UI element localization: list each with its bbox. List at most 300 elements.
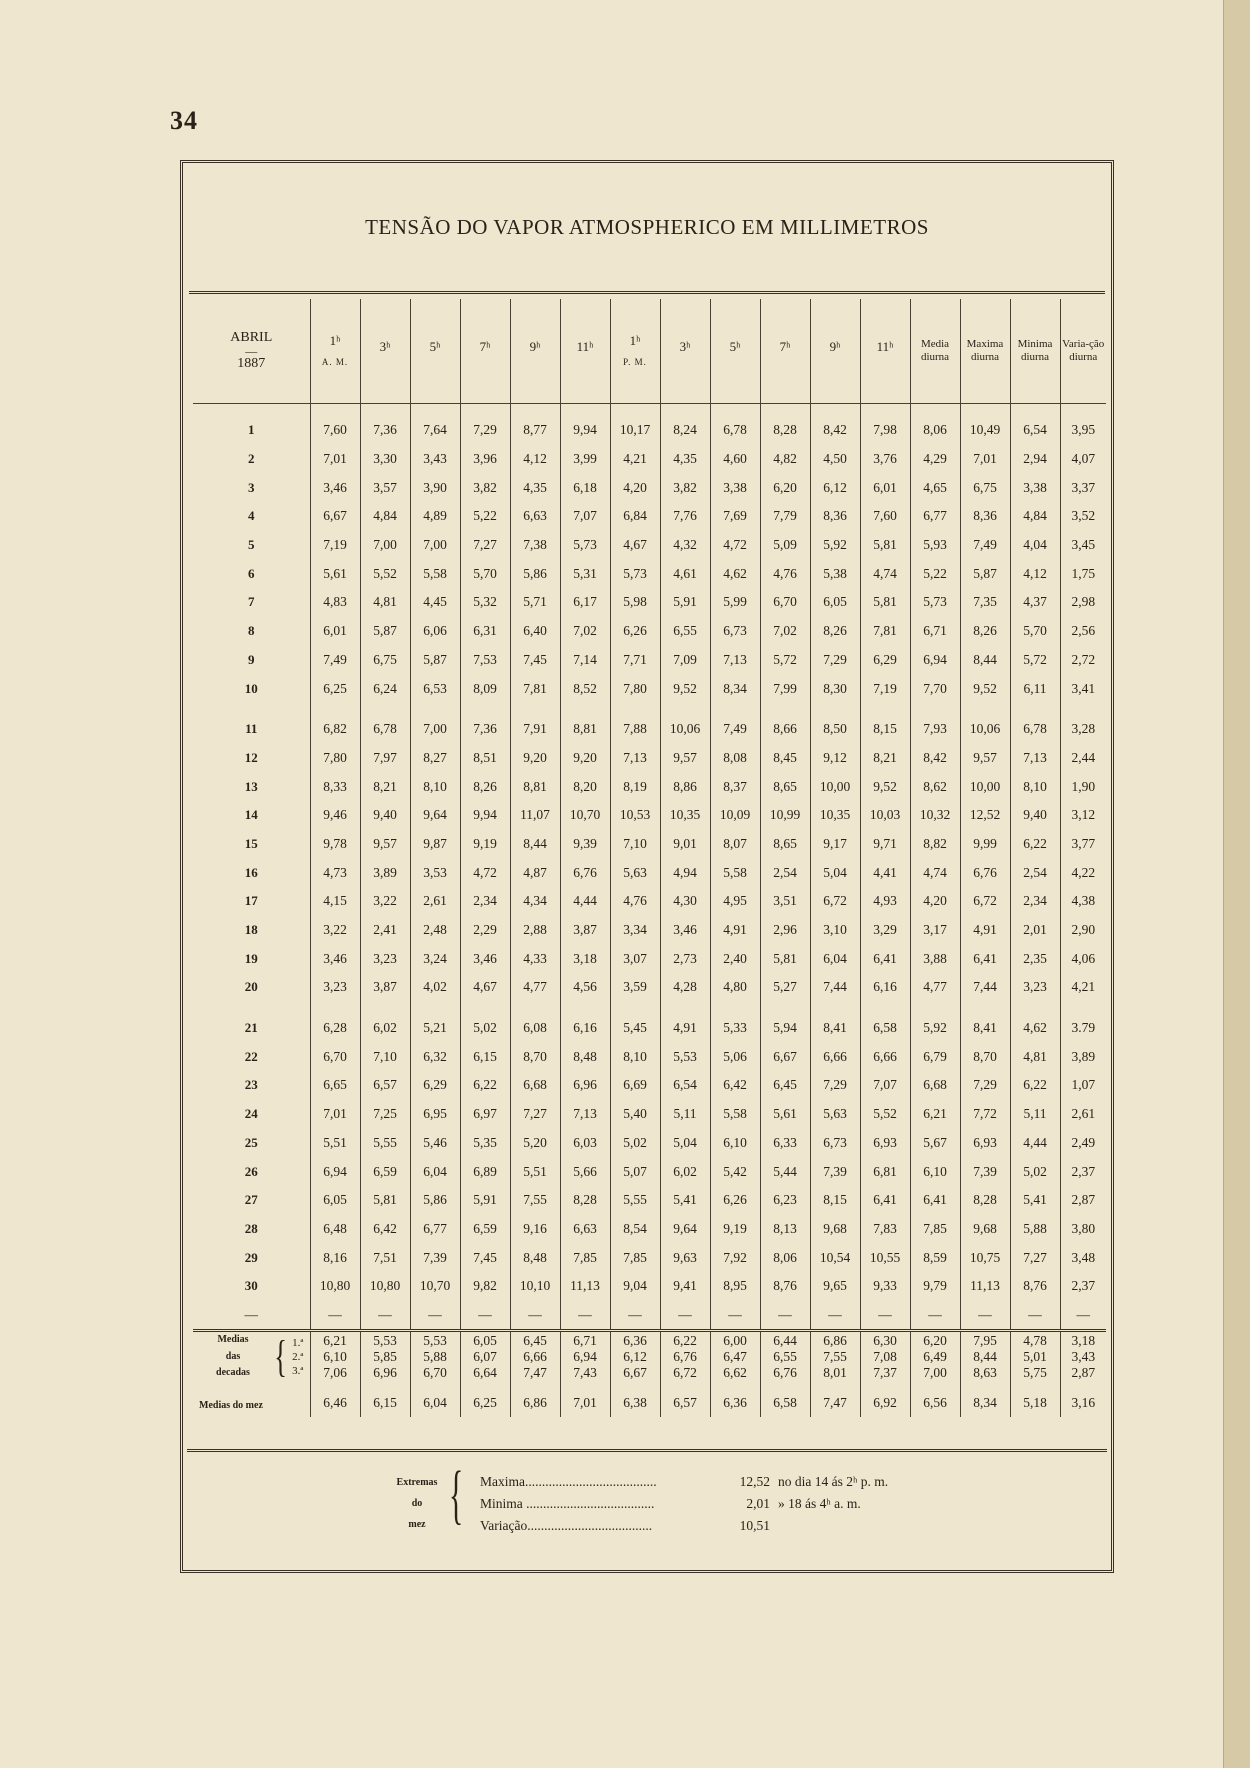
table-row [193,1186,1106,1215]
value-cell: 6,59 [360,1157,410,1186]
value-cell: 10,75 [960,1243,1010,1272]
month-mean-value: 6,56 [910,1382,960,1417]
value-cell: 9,12 [810,744,860,773]
value-cell: 6,76 [560,858,610,887]
media-diurna-header: Media diurna [910,299,960,404]
value-cell: 7,01 [310,1100,360,1129]
decade-mean-value: 6,76 [773,1365,797,1381]
value-cell: 8,33 [310,772,360,801]
value-cell: 8,86 [660,772,710,801]
value-cell: 4,44 [560,887,610,916]
value-cell: 6,26 [710,1186,760,1215]
day-cell: 6 [248,565,255,581]
value-cell: 8,50 [810,703,860,744]
month-mean-value: 6,04 [410,1382,460,1417]
value-cell: 5,11 [660,1100,710,1129]
value-cell: 3,46 [660,916,710,945]
hour-label: 1ʰ [329,333,341,349]
value-cell: 7,10 [610,830,660,859]
value-cell: 7,07 [560,502,610,531]
value-cell: 6,05 [810,588,860,617]
value-cell: 6,42 [710,1071,760,1100]
month-extremes [187,1449,1107,1566]
value-cell: 3.79 [1060,1002,1106,1043]
dash-cell: — [460,1301,510,1331]
value-cell: 9,04 [610,1272,660,1301]
value-cell: 4,95 [710,887,760,916]
dash-cell: — [610,1301,660,1331]
value-cell: 5,41 [660,1186,710,1215]
month-mean-value: 7,01 [560,1382,610,1417]
value-cell: 5,51 [510,1157,560,1186]
value-cell: 2,34 [460,887,510,916]
value-cell: 5,70 [460,559,510,588]
value-cell: 5,20 [510,1129,560,1158]
value-cell: 5,61 [760,1100,810,1129]
value-cell: 7,81 [510,674,560,703]
value-cell: 6,78 [710,404,760,445]
decade-means-cell [660,1331,710,1382]
value-cell: 6,23 [760,1186,810,1215]
value-cell: 7,00 [410,531,460,560]
month-mean-value: 6,92 [860,1382,910,1417]
table-row [193,744,1106,773]
day-cell: 10 [244,680,258,696]
decade-mean-value: 7,37 [873,1365,897,1381]
decade-mean-value: 6,96 [373,1365,397,1381]
value-cell: 11,13 [560,1272,610,1301]
value-cell: 3,52 [1060,502,1106,531]
decade-mean-value: 6,36 [623,1332,647,1348]
value-cell: 4,76 [760,559,810,588]
value-cell: 8,66 [760,703,810,744]
dash-cell: — [310,1301,360,1331]
month-label: ABRIL [230,329,273,345]
value-cell: 8,52 [560,674,610,703]
value-cell: 8,95 [710,1272,760,1301]
value-cell: 9,64 [660,1215,710,1244]
month-mean-value: 3,16 [1060,1382,1106,1417]
value-cell: 6,22 [460,1071,510,1100]
decade-mean-value: 8,63 [973,1365,997,1381]
value-cell: 4,84 [360,502,410,531]
value-cell: 7,45 [460,1243,510,1272]
decade-label-mid: das [225,1350,241,1362]
value-cell: 3,89 [1060,1042,1106,1071]
month-mean-value: 5,18 [1010,1382,1060,1417]
value-cell: 10,49 [960,404,1010,445]
value-cell: 9,79 [910,1272,960,1301]
month-mean-value: 6,25 [460,1382,510,1417]
value-cell: 2,72 [1060,646,1106,675]
hour-label: 9ʰ [529,338,541,354]
value-cell: 3,88 [910,944,960,973]
month-mean-value: 8,34 [960,1382,1010,1417]
value-cell: 6,77 [410,1215,460,1244]
value-cell: 5,81 [860,588,910,617]
value-cell: 3,95 [1060,404,1106,445]
extreme-row [480,1493,888,1515]
value-cell: 6,24 [360,674,410,703]
value-cell: 2,98 [1060,588,1106,617]
value-cell: 4,91 [660,1002,710,1043]
value-cell: 5,58 [710,858,760,887]
value-cell: 9,71 [860,830,910,859]
value-cell: 8,44 [510,830,560,859]
decade-means-row [193,1331,1106,1382]
decade-means-cell [960,1331,1010,1382]
value-cell: 6,77 [910,502,960,531]
decade-mean-value: 6,76 [673,1348,697,1364]
value-cell: 4,30 [660,887,710,916]
value-cell: 5,27 [760,973,810,1002]
value-cell: 4,65 [910,473,960,502]
hour-label: 7ʰ [779,338,791,354]
value-cell: 7,01 [310,445,360,474]
decade-mean-value: 6,22 [673,1332,697,1348]
value-cell: 6,94 [910,646,960,675]
day-cell: 29 [244,1249,258,1265]
value-cell: 4,41 [860,858,910,887]
value-cell: 6,69 [610,1071,660,1100]
value-cell: 4,32 [660,531,710,560]
value-cell: 2,35 [1010,944,1060,973]
value-cell: 5,87 [410,646,460,675]
value-cell: 9,64 [410,801,460,830]
value-cell: 7,39 [410,1243,460,1272]
table-row [193,944,1106,973]
value-cell: 7,14 [560,646,610,675]
value-cell: 8,41 [810,1002,860,1043]
value-cell: 6,25 [310,674,360,703]
value-cell: 6,10 [910,1157,960,1186]
value-cell: 10,70 [410,1272,460,1301]
decade-mean-value: 6,72 [673,1365,697,1381]
day-cell: 15 [244,835,258,851]
dash-cell: — [244,1306,258,1322]
value-cell: 2,56 [1060,617,1106,646]
vapor-tension-table [193,299,1106,1417]
value-cell: 5,67 [910,1129,960,1158]
value-cell: 7,10 [360,1042,410,1071]
hour-header [610,299,660,404]
value-cell: 12,52 [960,801,1010,830]
decade-means-cell [310,1331,360,1382]
decade-means-cell [710,1331,760,1382]
value-cell: 2,29 [460,916,510,945]
value-cell: 3,57 [360,473,410,502]
value-cell: 3,46 [310,473,360,502]
value-cell: 3,38 [1010,473,1060,502]
value-cell: 5,71 [510,588,560,617]
year-label: 1887 [237,356,266,372]
value-cell: 8,08 [710,744,760,773]
value-cell: 8,24 [660,404,710,445]
value-cell: 3,38 [710,473,760,502]
value-cell: 5,55 [610,1186,660,1215]
value-cell: 7,19 [860,674,910,703]
hour-label: 7ʰ [479,338,491,354]
month-means-label: Medias do mez [199,1399,263,1411]
value-cell: 3,10 [810,916,860,945]
decade-means-cell [410,1331,460,1382]
value-cell: 3,17 [910,916,960,945]
value-cell: 7,53 [460,646,510,675]
value-cell: 6,21 [910,1100,960,1129]
value-cell: 8,81 [510,772,560,801]
value-cell: 5,72 [760,646,810,675]
value-cell: 6,16 [560,1002,610,1043]
value-cell: 11,13 [960,1272,1010,1301]
day-cell: 20 [244,979,258,995]
table-title: TENSÃO DO VAPOR ATMOSPHERICO EM MILLIMETROS [365,215,929,239]
hour-label: 5ʰ [729,338,741,354]
hour-label: 11ʰ [576,338,594,354]
value-cell: 4,91 [710,916,760,945]
value-cell: 3,37 [1060,473,1106,502]
value-cell: 3,23 [310,973,360,1002]
decade-mean-value: 5,85 [373,1348,397,1364]
day-cell: 9 [248,651,255,667]
value-cell: 4,80 [710,973,760,1002]
value-cell: 8,13 [760,1215,810,1244]
value-cell: 2,41 [360,916,410,945]
value-cell: 5,91 [460,1186,510,1215]
hour-label: 1ʰ [629,333,641,349]
table-body [193,404,1106,1417]
value-cell: 7,45 [510,646,560,675]
value-cell: 5,86 [410,1186,460,1215]
value-cell: 10,35 [660,801,710,830]
month-mean-value: 6,38 [610,1382,660,1417]
value-cell: 5,92 [810,531,860,560]
value-cell: 3,30 [360,445,410,474]
value-cell: 11,07 [510,801,560,830]
table-row [193,559,1106,588]
value-cell: 5,09 [760,531,810,560]
value-cell: 4,33 [510,944,560,973]
value-cell: 6,29 [410,1071,460,1100]
month-mean-value: 6,15 [360,1382,410,1417]
value-cell: 9,01 [660,830,710,859]
value-cell: 2,94 [1010,445,1060,474]
value-cell: 4,04 [1010,531,1060,560]
day-cell: 28 [244,1220,258,1236]
value-cell: 9,82 [460,1272,510,1301]
value-cell: 9,68 [810,1215,860,1244]
value-cell: 4,84 [1010,502,1060,531]
value-cell: 6,65 [310,1071,360,1100]
value-cell: 8,26 [460,772,510,801]
value-cell: 6,08 [510,1002,560,1043]
value-cell: 8,27 [410,744,460,773]
value-cell: 5,52 [360,559,410,588]
table-row [193,674,1106,703]
decade-mean-value: 5,01 [1023,1348,1047,1364]
value-cell: 5,51 [310,1129,360,1158]
decade-mean-value: 7,06 [323,1365,347,1381]
value-cell: 8,07 [710,830,760,859]
value-cell: 7,36 [460,703,510,744]
extremes-label-bottom: mez [408,1519,426,1530]
value-cell: 6,55 [660,617,710,646]
value-cell: 5,22 [460,502,510,531]
day-cell: 4 [248,508,255,524]
decade-mean-value: 5,53 [423,1332,447,1348]
value-cell: 4,67 [460,973,510,1002]
value-cell: 4,44 [1010,1129,1060,1158]
period-label: A. M. [321,357,349,368]
decade-mean-value: 6,62 [723,1365,747,1381]
value-cell: 6,95 [410,1100,460,1129]
value-cell: 3,80 [1060,1215,1106,1244]
value-cell: 4,72 [710,531,760,560]
value-cell: 4,35 [660,445,710,474]
value-cell: 4,81 [1010,1042,1060,1071]
value-cell: 7,83 [860,1215,910,1244]
day-cell: 18 [244,922,258,938]
value-cell: 9,68 [960,1215,1010,1244]
value-cell: 9,52 [960,674,1010,703]
dash-cell: — [710,1301,760,1331]
period-label: P. M. [623,357,647,368]
value-cell: 5,87 [960,559,1010,588]
value-cell: 7,92 [710,1243,760,1272]
decade-mean-value: 6,66 [523,1348,547,1364]
dash-cell: — [1060,1301,1106,1331]
value-cell: 7,60 [310,404,360,445]
day-cell: 24 [244,1106,258,1122]
dash-cell: — [960,1301,1010,1331]
table-row [193,588,1106,617]
value-cell: 9,52 [660,674,710,703]
value-cell: 8,10 [410,772,460,801]
value-cell: 8,28 [760,404,810,445]
value-cell: 3,46 [460,944,510,973]
value-cell: 2,90 [1060,916,1106,945]
dash-row [193,1301,1106,1331]
value-cell: 4,21 [610,445,660,474]
day-cell: 26 [244,1163,258,1179]
value-cell: 6,73 [810,1129,860,1158]
value-cell: 6,04 [810,944,860,973]
value-cell: 4,12 [510,445,560,474]
value-cell: 4,93 [860,887,910,916]
hour-label: 3ʰ [379,338,391,354]
value-cell: 10,10 [510,1272,560,1301]
value-cell: 6,53 [410,674,460,703]
value-cell: 3,23 [360,944,410,973]
value-cell: 4,20 [910,887,960,916]
value-cell: 6,67 [760,1042,810,1071]
value-cell: 8,42 [910,744,960,773]
day-cell: 22 [244,1048,258,1064]
value-cell: 3,22 [310,916,360,945]
value-cell: 5,70 [1010,617,1060,646]
value-cell: 7,02 [560,617,610,646]
value-cell: 9,16 [510,1215,560,1244]
table-row [193,1129,1106,1158]
value-cell: 8,82 [910,830,960,859]
decade-mean-value: 2,87 [1071,1365,1096,1381]
decade-means-cell [1010,1331,1060,1382]
value-cell: 10,80 [360,1272,410,1301]
month-mean-value: 7,47 [810,1382,860,1417]
value-cell: 4,73 [310,858,360,887]
value-cell: 10,32 [910,801,960,830]
value-cell: 3,77 [1060,830,1106,859]
day-cell: 19 [244,950,258,966]
value-cell: 8,10 [1010,772,1060,801]
value-cell: 2,88 [510,916,560,945]
decade-mean-value: 7,95 [973,1332,997,1348]
value-cell: 9,87 [410,830,460,859]
page-number: 34 [170,106,198,135]
value-cell: 5,55 [360,1129,410,1158]
value-cell: 5,04 [810,858,860,887]
value-cell: 7,39 [810,1157,860,1186]
value-cell: 7,13 [710,646,760,675]
decade-mean-value: 6,86 [823,1332,847,1348]
value-cell: 6,22 [1010,1071,1060,1100]
value-cell: 5,98 [610,588,660,617]
value-cell: 5,11 [1010,1100,1060,1129]
hour-label: 11ʰ [876,338,894,354]
value-cell: 7,29 [960,1071,1010,1100]
table-row [193,1002,1106,1043]
value-cell: 4,45 [410,588,460,617]
value-cell: 9,65 [810,1272,860,1301]
dash-cell: — [910,1301,960,1331]
dash-cell: — [360,1301,410,1331]
dash-cell: — [1010,1301,1060,1331]
value-cell: 10,09 [710,801,760,830]
month-mean-value: 6,57 [660,1382,710,1417]
decade-mean-value: 6,47 [723,1348,747,1364]
value-cell: 10,03 [860,801,910,830]
decade-mean-value: 6,64 [473,1365,497,1381]
extreme-note: » 18 ás 4ʰ a. m. [778,1496,861,1511]
decade-mean-value: 5,53 [373,1332,397,1348]
value-cell: 3,22 [360,887,410,916]
table-row [193,617,1106,646]
brace-glyph: { [274,1332,287,1382]
value-cell: 6,75 [360,646,410,675]
value-cell: 7,09 [660,646,710,675]
value-cell: 6,11 [1010,674,1060,703]
value-cell: 3,51 [760,887,810,916]
value-cell: 6,75 [960,473,1010,502]
value-cell: 4,12 [1010,559,1060,588]
value-cell: 6,59 [460,1215,510,1244]
dash-cell: — [860,1301,910,1331]
value-cell: 3,28 [1060,703,1106,744]
value-cell: 7,76 [660,502,710,531]
decade-means-label [193,1331,310,1382]
value-cell: 10,53 [610,801,660,830]
extreme-value: 10,51 [739,1518,770,1533]
value-cell: 4,67 [610,531,660,560]
value-cell: 4,34 [510,887,560,916]
decade-mean-value: 8,01 [823,1365,847,1381]
value-cell: 9,78 [310,830,360,859]
decade-means-cell [360,1331,410,1382]
value-cell: 5,58 [710,1100,760,1129]
extreme-row [480,1471,888,1493]
value-cell: 4,81 [360,588,410,617]
value-cell: 4,72 [460,858,510,887]
value-cell: 6,28 [310,1002,360,1043]
